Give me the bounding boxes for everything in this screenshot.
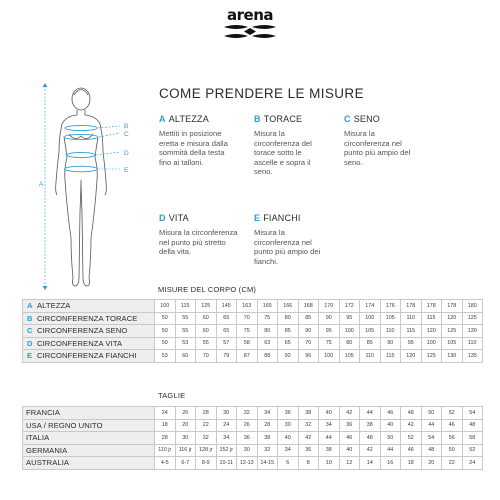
table-cell: 70 [196,350,217,363]
table-cell: 38 [319,444,340,457]
table-cell: 56 [442,432,463,445]
table-cell: 172 [339,300,360,313]
table-cell: 40 [319,407,340,420]
table-cell: 38 [298,407,319,420]
size-table-title: TAGLIE [158,391,186,400]
table-cell: 48 [421,444,442,457]
table-cell: 170 [319,300,340,313]
row-label-text: CIRCONFERENZA FIANCHI [37,351,137,361]
page-title: COME PRENDERE LE MISURE [159,86,364,101]
row-label-text: CIRCONFERENZA SENO [37,326,128,336]
figure-marker-e: E [124,167,129,174]
table-cell: 30 [278,419,299,432]
table-cell: 34 [216,432,237,445]
table-cell: 88 [257,350,278,363]
table-cell: 26 [175,407,196,420]
table-cell: 100 [155,300,176,313]
table-cell: 105 [360,325,381,338]
table-cell: 50 [155,337,176,350]
table-cell: 48 [462,419,483,432]
table-cell: 24 [216,419,237,432]
table-cell: 120 [421,325,442,338]
measure-description: Misura la circonferenza del torace sotto le ascelle e sopra il seno. [254,129,312,177]
table-cell: 75 [257,312,278,325]
figure-marker-b: B [124,123,129,130]
table-cell: 32 [196,432,217,445]
table-cell: 28 [155,432,176,445]
table-cell: 178 [442,300,463,313]
table-cell: 100 [319,350,340,363]
table-cell: 50 [421,407,442,420]
table-cell: 16 [380,457,401,470]
measure-block-seno [344,114,434,167]
row-label-text: ALTEZZA [37,301,71,311]
table-cell: 42 [339,407,360,420]
table-cell: 26 [237,419,258,432]
table-cell: 178 [421,300,442,313]
table-cell: 105 [442,337,463,350]
figure-marker-d: D [124,150,129,157]
table-cell: 70 [298,337,319,350]
row-label [23,407,155,420]
table-cell: 20 [421,457,442,470]
table-cell: 65 [216,325,237,338]
table-cell: 52 [462,444,483,457]
measure-block-fianchi [254,213,344,266]
table-cell: 152 jr [216,444,237,457]
table-cell: 44 [319,432,340,445]
row-label [23,312,155,325]
measure-name: SENO [353,114,381,124]
table-cell: 166 [278,300,299,313]
table-row [23,407,483,420]
row-label-text: ITALIA [26,433,50,443]
row-letter: A [27,301,33,311]
table-cell: 120 [401,350,422,363]
table-cell: 95 [401,337,422,350]
table-cell: 60 [196,325,217,338]
table-cell: 95 [319,325,340,338]
table-cell: 100 [421,337,442,350]
table-cell: 12 [339,457,360,470]
table-cell: 135 [462,350,483,363]
row-letter: E [27,351,33,361]
table-cell: 8-9 [196,457,217,470]
table-cell: 110 [462,337,483,350]
table-cell: 90 [319,312,340,325]
table-cell: 87 [237,350,258,363]
table-cell: 46 [380,407,401,420]
table-cell: 34 [319,419,340,432]
measure-letter: D [159,213,166,223]
measure-description: Mettiti in posizione eretta e misura dalla sommità della testa fino ai talloni. [159,129,228,167]
table-cell: 34 [278,444,299,457]
table-cell: 130 [462,325,483,338]
table-cell: 38 [257,432,278,445]
row-label [23,419,155,432]
measure-block-vita [159,213,249,257]
size-conversion-table [22,406,483,470]
table-cell: 128 jr [196,444,217,457]
table-cell: 65 [278,337,299,350]
table-cell: 40 [278,432,299,445]
measure-block-altezza [159,114,249,167]
table-cell: 80 [257,325,278,338]
table-cell: 79 [216,350,237,363]
table-cell: 75 [237,325,258,338]
table-cell: 42 [360,444,381,457]
table-cell: 50 [155,312,176,325]
arena-diamond-icon [222,24,278,40]
measure-letter: A [159,114,166,124]
table-cell: 75 [319,337,340,350]
body-figure [26,82,146,297]
table-cell: 44 [360,407,381,420]
table-cell: 92 [278,350,299,363]
table-cell: 174 [360,300,381,313]
measure-name: FIANCHI [263,213,301,223]
brand-logo [0,8,500,40]
table-cell: 55 [196,337,217,350]
row-label [23,457,155,470]
row-label [23,300,155,313]
row-letter: D [27,338,33,348]
row-label [23,444,155,457]
row-label-text: CIRCONFERENZA TORACE [37,313,138,323]
table-row [23,432,483,445]
table-cell: 125 [462,312,483,325]
table-cell: 18 [155,419,176,432]
brand-name: arena [227,6,273,24]
row-label-text: GERMANIA [26,445,68,455]
table-cell: 52 [401,432,422,445]
table-cell: 80 [278,312,299,325]
table-row [23,419,483,432]
table-row [23,337,483,350]
table-cell: 10-11 [216,457,237,470]
table-cell: 100 [339,325,360,338]
table-cell: 130 [442,350,463,363]
table-cell: 180 [462,300,483,313]
table-cell: 28 [257,419,278,432]
table-cell: 46 [401,444,422,457]
row-label [23,325,155,338]
table-cell: 63 [257,337,278,350]
table-cell: 46 [339,432,360,445]
body-silhouette [26,82,146,297]
table-cell: 65 [216,312,237,325]
table-cell: 48 [360,432,381,445]
table-cell: 12-13 [237,457,258,470]
table-cell: 115 [421,312,442,325]
table-cell: 30 [216,407,237,420]
table-cell: 36 [298,444,319,457]
table-cell: 57 [216,337,237,350]
table-cell: 115 [380,350,401,363]
table-cell: 20 [175,419,196,432]
table-cell: 85 [360,337,381,350]
measure-letter: C [344,114,351,124]
table-cell: 6 [278,457,299,470]
table-cell: 96 [298,350,319,363]
table-cell: 4-5 [155,457,176,470]
table-cell: 36 [278,407,299,420]
figure-marker-a: A [39,181,44,188]
table-cell: 115 [401,325,422,338]
table-cell: 145 [216,300,237,313]
table-cell: 40 [339,444,360,457]
table-row [23,325,483,338]
table-cell: 168 [298,300,319,313]
table-cell: 54 [421,432,442,445]
table-row [23,444,483,457]
table-cell: 8 [298,457,319,470]
table-cell: 6-7 [175,457,196,470]
table-cell: 163 [237,300,258,313]
table-cell: 24 [462,457,483,470]
body-table-title: MISURE DEL CORPO (CM) [158,285,257,294]
row-letter: C [27,326,33,336]
table-cell: 110 jr [155,444,176,457]
table-cell: 44 [421,419,442,432]
table-cell: 53 [155,350,176,363]
table-cell: 42 [401,419,422,432]
table-cell: 116 jr [175,444,196,457]
table-cell: 38 [360,419,381,432]
table-cell: 115 [175,300,196,313]
measure-description: Misura la circonferenza nel punto più ampio dei fianchi. [254,228,321,266]
table-cell: 125 [421,350,442,363]
table-cell: 42 [298,432,319,445]
row-label-text: FRANCIA [26,408,61,418]
table-cell: 120 [442,312,463,325]
table-cell: 85 [278,325,299,338]
table-cell: 95 [339,312,360,325]
table-cell: 52 [442,407,463,420]
table-cell: 22 [442,457,463,470]
figure-marker-c: C [124,131,129,138]
table-cell: 18 [401,457,422,470]
table-cell: 50 [442,444,463,457]
table-cell: 36 [339,419,360,432]
body-measurements-table [22,299,483,363]
table-cell: 50 [380,432,401,445]
table-cell: 32 [237,407,258,420]
measure-description: Misura la circonferenza nel punto più stretto della vita. [159,228,238,257]
table-cell: 58 [237,337,258,350]
table-cell: 30 [237,444,258,457]
measure-name: TORACE [263,114,303,124]
table-cell: 90 [298,325,319,338]
table-cell: 30 [175,432,196,445]
table-cell: 10 [319,457,340,470]
table-cell: 105 [339,350,360,363]
row-label [23,432,155,445]
table-cell: 58 [462,432,483,445]
table-row [23,457,483,470]
row-label-text: AUSTRALIA [26,458,70,468]
measure-name: VITA [168,213,189,223]
table-cell: 100 [360,312,381,325]
table-cell: 55 [175,312,196,325]
table-cell: 105 [380,312,401,325]
table-cell: 60 [175,350,196,363]
table-cell: 36 [237,432,258,445]
row-letter: B [27,313,33,323]
table-cell: 110 [401,312,422,325]
row-label [23,350,155,363]
table-cell: 125 [442,325,463,338]
row-label-text: USA / REGNO UNITO [26,420,103,430]
row-label [23,337,155,350]
table-cell: 46 [442,419,463,432]
table-cell: 165 [257,300,278,313]
table-cell: 24 [155,407,176,420]
table-cell: 176 [380,300,401,313]
table-row [23,312,483,325]
measure-letter: B [254,114,261,124]
table-cell: 70 [237,312,258,325]
table-cell: 28 [196,407,217,420]
table-cell: 14 [360,457,381,470]
table-cell: 90 [380,337,401,350]
table-cell: 60 [196,312,217,325]
table-cell: 54 [462,407,483,420]
table-cell: 14-15 [257,457,278,470]
table-cell: 50 [155,325,176,338]
measure-name: ALTEZZA [168,114,209,124]
table-cell: 55 [175,325,196,338]
table-cell: 22 [196,419,217,432]
table-row [23,300,483,313]
table-cell: 34 [257,407,278,420]
table-cell: 44 [380,444,401,457]
table-cell: 85 [298,312,319,325]
table-cell: 80 [339,337,360,350]
table-cell: 32 [257,444,278,457]
table-cell: 48 [401,407,422,420]
table-cell: 40 [380,419,401,432]
table-cell: 110 [360,350,381,363]
table-cell: 53 [175,337,196,350]
measure-letter: E [254,213,261,223]
measure-block-torace [254,114,344,177]
table-row [23,350,483,363]
table-cell: 178 [401,300,422,313]
row-label-text: CIRCONFERENZA VITA [37,338,123,348]
measure-description: Misura la circonferenza nel punto più ampio del seno. [344,129,411,167]
table-cell: 32 [298,419,319,432]
table-cell: 125 [196,300,217,313]
table-cell: 110 [380,325,401,338]
